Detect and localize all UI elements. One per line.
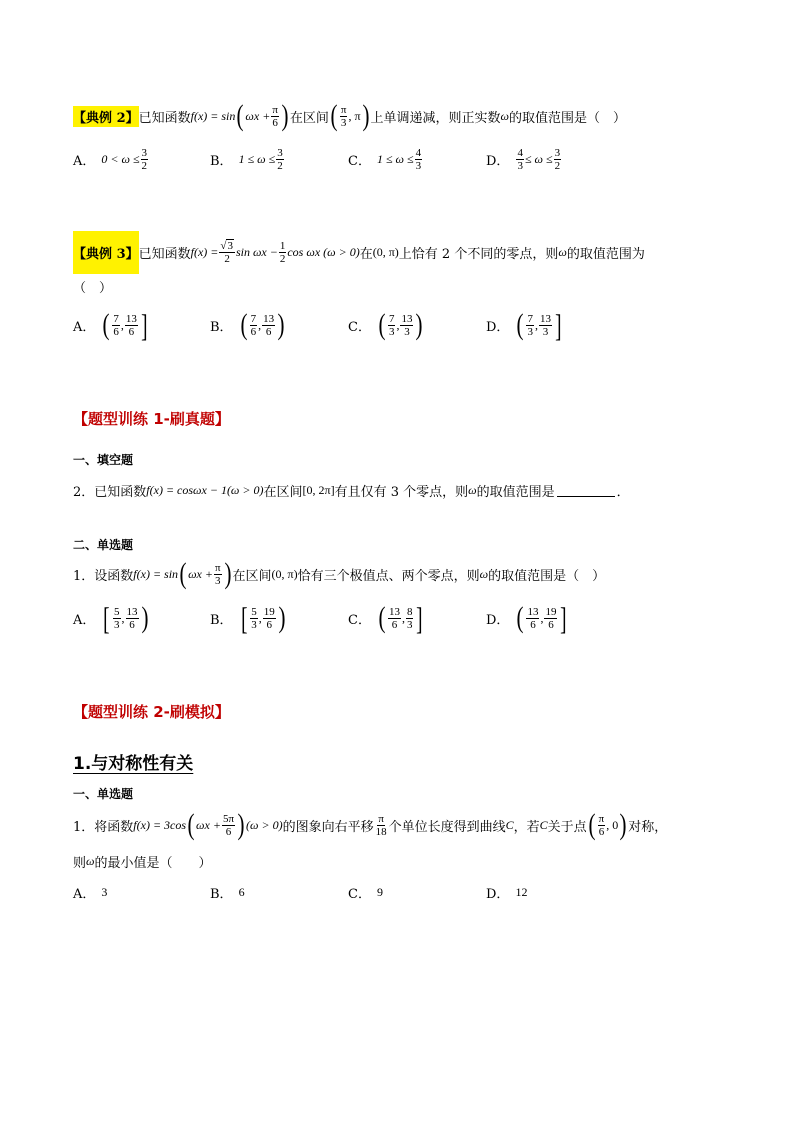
example-2-question: 【典例 2】 已知函数 f(x) = sin ( ωx + $\frac{\pi}{6}$ ) 在区间 ( $\frac{\pi}{3}$ , π ) 上单调递减，则正实数 ω 的取值范围是（ ） [73,99,627,132]
subsection-single-choice: 一、单选题 [73,787,134,801]
function-expression: f(x) = $\frac{√3}{2}$ sin ωx − $\frac{1}{2}$ cos ωx (ω > 0) [190,239,360,265]
option-d: D． ( $\frac{7}{3}$ , $\frac{13}{3}$ ] [486,307,562,343]
question-text: 已知函数 [138,110,191,126]
training-2-question-1: 1． 将函数 f(x) = 3cos ( ωx + $\frac{5\pi}{6}$ ) (ω > 0) 的图象向右平移 $\frac{\pi}{18}$ 个单位长度得到曲线 C ，若 C 关于点 ( $\frac{\pi}{6}$ , 0 ) 对称， [73,808,668,841]
function-expression: f(x) = sin ( ωx + $\frac{\pi}{6}$ ) [190,99,289,132]
option-b: B． ( $\frac{7}{6}$ , $\frac{13}{6}$ ) [210,308,285,341]
section-title-training-1: 【题型训练 1-刷真题】 [73,410,230,428]
option-c: C． ( $\frac{7}{3}$ , $\frac{13}{3}$ ) [348,308,423,341]
example-3-paren: （ ） [73,280,113,296]
training-1-question-1: 1． 设函数 f(x) = sin ( ωx + $\frac{\pi}{3}$ ) 在区间 (0, π) 恰有三个极值点、两个零点，则 ω 的取值范围是（ ） [73,557,606,590]
option-d: D． $\frac{4}{3}$ ≤ ω ≤ $\frac{3}{2}$ [486,146,561,172]
option-d: D． ( $\frac{13}{6}$ , $\frac{19}{6}$ ] [486,600,567,636]
subsection-single-choice: 二、单选题 [73,538,134,552]
section-title-training-2: 【题型训练 2-刷模拟】 [73,703,230,721]
answer-blank[interactable] [557,484,615,497]
training-2-question-1-line-2: 则 ω 的最小值是（ ） [73,853,212,871]
option-c: C． 9 [348,884,383,902]
option-b: B． 1 ≤ ω ≤ $\frac{3}{2}$ [210,146,283,172]
example-3-tag: 【典例 3】 [73,231,139,274]
option-a: A． [ $\frac{5}{3}$ , $\frac{13}{6}$ ) [73,600,149,636]
option-d: D． 12 [486,884,528,902]
option-a: A． 3 [73,884,108,902]
interval-expression: ( $\frac{\pi}{3}$ , π ) [330,99,370,132]
option-c: C． 1 ≤ ω ≤ $\frac{4}{3}$ [348,146,422,172]
function-expression: f(x) = sin ( ωx + $\frac{\pi}{3}$ ) [133,557,232,590]
option-c: C． ( $\frac{13}{6}$ , $\frac{8}{3}$ ] [348,600,423,636]
option-a: A． ( $\frac{7}{6}$ , $\frac{13}{6}$ ] [73,307,148,343]
example-2-tag: 【典例 2】 [73,106,139,127]
function-expression: f(x) = 3cos ( ωx + $\frac{5\pi}{6}$ ) (ω > 0) [133,808,283,841]
topic-heading: 1.与对称性有关 [73,754,194,774]
option-a: A． 0 < ω ≤ $\frac{3}{2}$ [73,146,148,172]
subsection-fill-blank: 一、填空题 [73,453,134,467]
training-1-question-2: 2． 已知函数 f(x) = cosωx − 1(ω > 0) 在区间 [0, 2π] 有且仅有 3 个零点，则 ω 的取值范围是 ． [73,482,630,500]
option-b: B． 6 [210,884,245,902]
option-b: B． [ $\frac{5}{3}$ , $\frac{19}{6}$ ) [210,600,286,636]
example-3-question: 【典例 3】 已知函数 f(x) = $\frac{√3}{2}$ sin ωx − $\frac{1}{2}$ cos ωx (ω > 0) 在 (0, π) 上恰有 2 个不同的零点，则 ω 的取值范围为 [73,232,734,272]
